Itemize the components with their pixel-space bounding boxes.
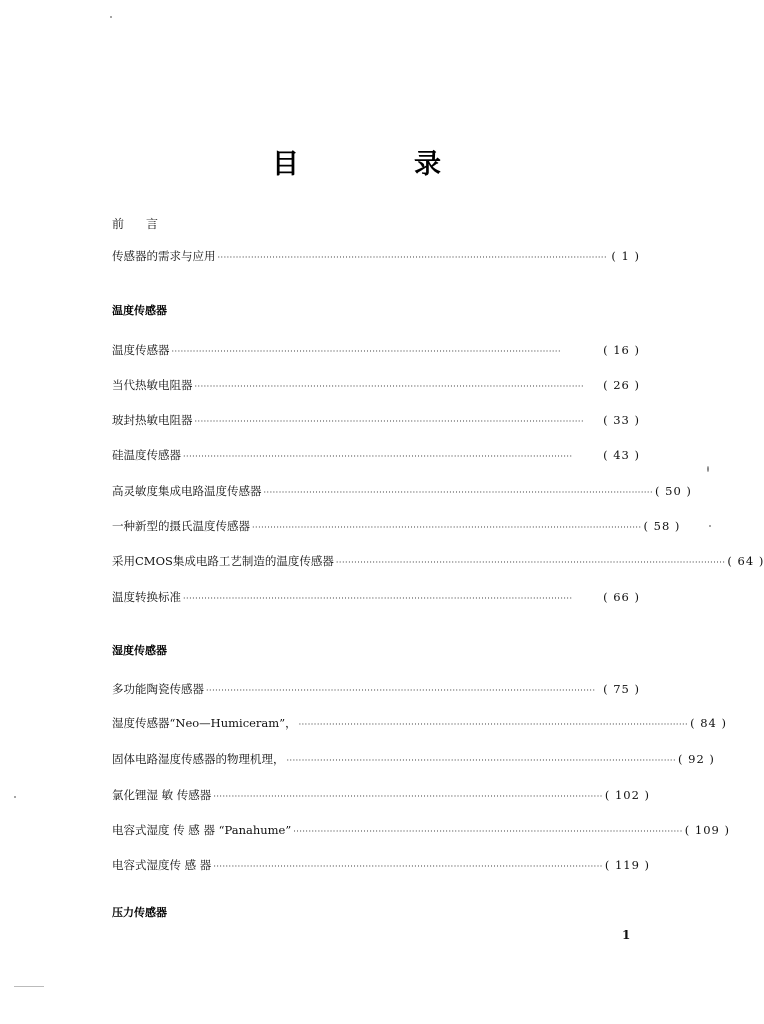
preface-heading: 前言 — [112, 217, 181, 231]
toc-entry-page: ( 1 ) — [611, 249, 640, 263]
toc-entry-title: 电容式湿度 传 感 器 “Panahume” — [112, 823, 292, 837]
toc-entry-page: ( 66 ) — [603, 590, 640, 604]
section-heading-pressure: 压力传感器 — [112, 906, 167, 919]
toc-entry-title: 采用CMOS集成电路工艺制造的温度传感器 — [112, 554, 334, 568]
toc-entry[interactable] — [112, 681, 640, 697]
toc-leader-dots: ································································································································ — [183, 452, 573, 461]
toc-entry-title: 氯化锂湿 敏 传感器 — [112, 788, 212, 802]
page-title: 目 录 — [272, 149, 485, 180]
toc-leader-dots: ································································································································ — [263, 488, 653, 497]
toc-entry[interactable] — [112, 857, 651, 873]
toc-entry[interactable] — [112, 751, 715, 767]
toc-entry-page: ( 109 ) — [684, 823, 730, 837]
toc-entry-page: ( 43 ) — [603, 448, 640, 462]
scan-speck — [709, 525, 711, 527]
toc-entry-title: 温度传感器 — [112, 343, 170, 357]
toc-entry-page: ( 84 ) — [690, 716, 727, 730]
toc-entry[interactable] — [112, 342, 640, 358]
toc-entry-page: ( 75 ) — [603, 682, 640, 696]
toc-entry[interactable] — [112, 248, 640, 264]
toc-leader-dots: ································································································································ — [213, 792, 603, 801]
section-heading-temperature: 温度传感器 — [112, 304, 167, 317]
toc-leader-dots: ································································································································ — [298, 720, 689, 729]
toc-entry-page: ( 64 ) — [727, 554, 764, 568]
scan-speck — [110, 16, 112, 18]
toc-leader-dots: ································································································································ — [217, 253, 607, 262]
scan-speck — [14, 986, 44, 987]
toc-entry-title: 高灵敏度集成电路温度传感器 — [112, 484, 262, 498]
toc-entry-title: 固体电路湿度传感器的物理机理， — [112, 752, 285, 766]
toc-entry[interactable] — [112, 715, 727, 731]
toc-entry-title: 传感器的需求与应用 — [112, 249, 216, 263]
toc-entry-title: 玻封热敏电阻器 — [112, 413, 193, 427]
toc-entry[interactable] — [112, 377, 640, 393]
toc-entry[interactable] — [112, 787, 651, 803]
toc-entry[interactable] — [112, 483, 692, 499]
toc-entry-page: ( 58 ) — [643, 519, 681, 533]
toc-entry-page: ( 26 ) — [603, 378, 640, 392]
toc-entry-title: 湿度传感器“Neo—Humiceram”， — [112, 716, 297, 730]
section-heading-humidity: 湿度传感器 — [112, 644, 167, 657]
toc-leader-dots: ································································································································ — [183, 594, 573, 603]
toc-entry[interactable] — [112, 589, 640, 605]
toc-entry-page: ( 50 ) — [655, 484, 692, 498]
toc-leader-dots: ································································································································ — [194, 417, 584, 426]
toc-entry-page: ( 119 ) — [604, 858, 651, 872]
toc-leader-dots: ································································································································ — [252, 523, 642, 532]
toc-entry[interactable] — [112, 518, 681, 534]
toc-leader-dots: ································································································································ — [286, 756, 676, 765]
toc-leader-dots: ································································································································ — [213, 862, 603, 871]
scan-speck — [707, 466, 709, 472]
toc-entry-page: ( 102 ) — [604, 788, 651, 802]
toc-leader-dots: ································································································································ — [171, 347, 561, 356]
toc-entry-title: 多功能陶瓷传感器 — [112, 682, 204, 696]
toc-entry[interactable] — [112, 412, 640, 428]
toc-entry-page: ( 16 ) — [603, 343, 640, 357]
toc-entry-title: 温度转换标准 — [112, 590, 181, 604]
toc-leader-dots: ································································································································ — [206, 686, 596, 695]
toc-leader-dots: ································································································································ — [293, 827, 683, 836]
toc-entry[interactable] — [112, 553, 764, 569]
toc-entry-title: 当代热敏电阻器 — [112, 378, 193, 392]
page-number: 1 — [622, 928, 631, 942]
toc-entry-title: 电容式湿度传 感 器 — [112, 858, 212, 872]
toc-entry[interactable] — [112, 822, 730, 838]
toc-entry[interactable] — [112, 447, 640, 463]
toc-entry-page: ( 92 ) — [678, 752, 715, 766]
scan-speck — [14, 796, 16, 798]
toc-entry-page: ( 33 ) — [603, 413, 640, 427]
toc-entry-title: 一种新型的摄氏温度传感器 — [112, 519, 250, 533]
toc-entry-title: 硅温度传感器 — [112, 448, 181, 462]
toc-leader-dots: ································································································································ — [194, 382, 584, 391]
toc-leader-dots: ································································································································ — [335, 558, 726, 567]
